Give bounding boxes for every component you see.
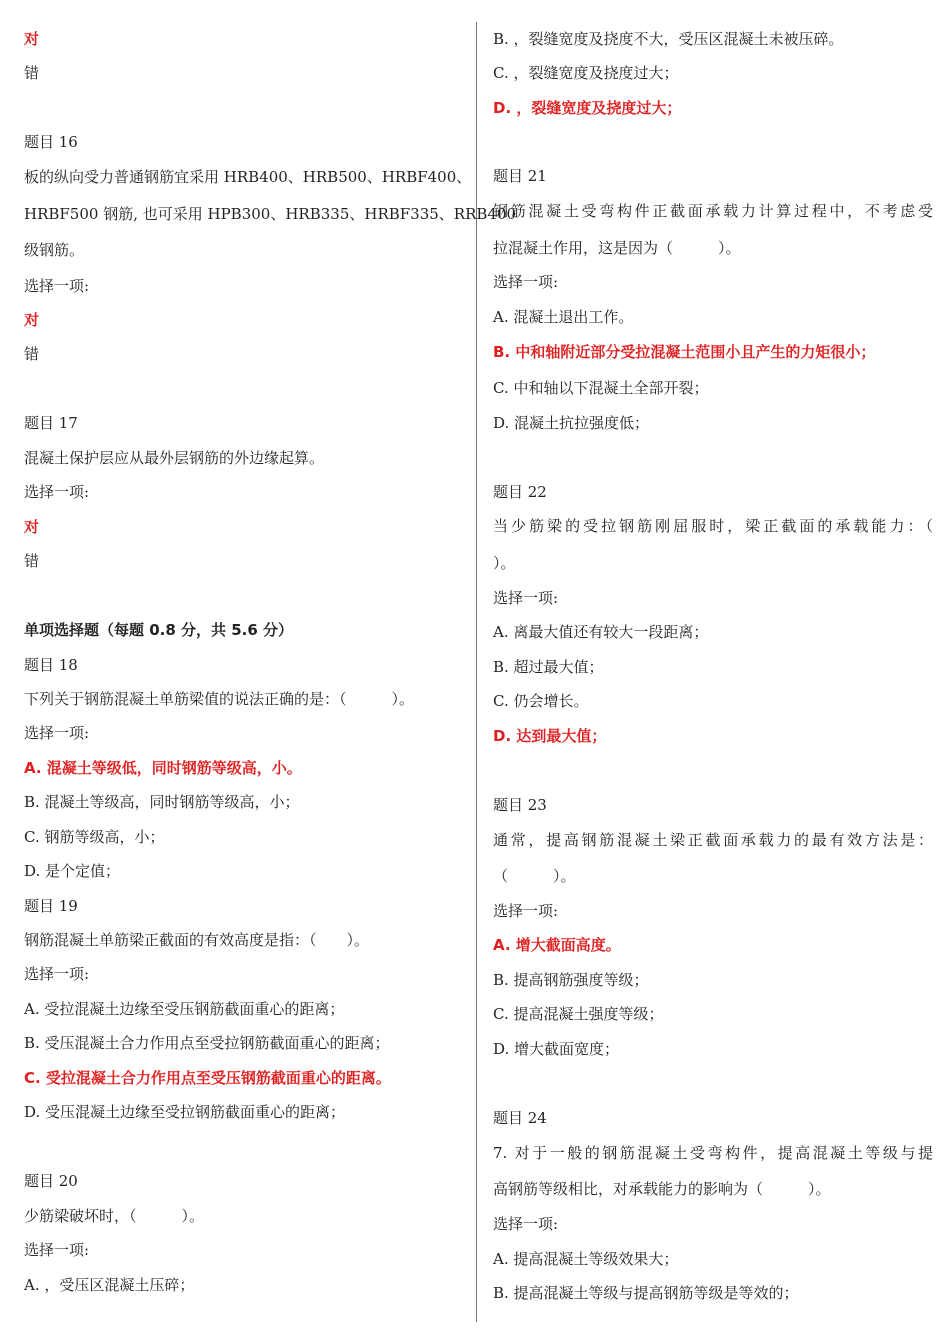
q18-option-b[interactable]: B. 混凝土等级高，同时钢筋等级高，小； xyxy=(24,793,300,811)
q15-option-true[interactable]: 对 xyxy=(24,30,40,48)
q23-option-c[interactable]: C. 提高混凝土强度等级； xyxy=(493,1005,664,1023)
q16-stem-line-3: 级钢筋。 xyxy=(24,241,85,259)
q18-stem: 下列关于钢筋混凝土单筋梁值的说法正确的是：（ ）。 xyxy=(24,690,415,708)
q23-option-d[interactable]: D. 增大截面宽度； xyxy=(493,1040,620,1058)
q24-stem-line-2: 高钢筋等级相比，对承载能力的影响为（ ）。 xyxy=(493,1180,831,1198)
q24-title: 题目 24 xyxy=(493,1109,547,1127)
q22-option-a[interactable]: A. 离最大值还有较大一段距离； xyxy=(493,623,709,641)
q21-option-b[interactable]: B. 中和轴附近部分受拉混凝土范围小且产生的力矩很小； xyxy=(493,343,876,361)
q16-stem-line-1: 板的纵向受力普通钢筋宜采用 HRB400、HRB500、HRBF400、 xyxy=(24,168,472,186)
q20-option-b[interactable]: B. ，裂缝宽度及挠度不大，受压区混凝土未被压碎。 xyxy=(493,30,844,48)
q22-prompt: 选择一项: xyxy=(493,589,559,607)
q24-option-b[interactable]: B. 提高混凝土等级与提高钢筋等级是等效的； xyxy=(493,1284,799,1302)
q17-stem: 混凝土保护层应从最外层钢筋的外边缘起算。 xyxy=(24,449,325,467)
q24-stem-line-1: 7. 对于一般的钢筋混凝土受弯构件，提高混凝土等级与提 xyxy=(493,1144,933,1162)
q16-option-true[interactable]: 对 xyxy=(24,311,40,329)
q19-stem: 钢筋混凝土单筋梁正截面的有效高度是指：（ ）。 xyxy=(24,931,370,949)
q22-stem-line-2: ）。 xyxy=(493,554,516,572)
section-heading: 单项选择题（每题 0.8 分，共 5.6 分） xyxy=(24,621,294,639)
q19-option-a[interactable]: A. 受拉混凝土边缘至受压钢筋截面重心的距离； xyxy=(24,1000,345,1018)
q16-option-false[interactable]: 错 xyxy=(24,345,40,363)
q20-stem: 少筋梁破坏时，（ ）。 xyxy=(24,1207,205,1225)
q17-prompt: 选择一项: xyxy=(24,483,90,501)
q21-stem-line-2: 拉混凝土作用，这是因为（ ）。 xyxy=(493,239,741,257)
q21-prompt: 选择一项: xyxy=(493,273,559,291)
q18-option-d[interactable]: D. 是个定值； xyxy=(24,862,121,880)
q21-option-c[interactable]: C. 中和轴以下混凝土全部开裂； xyxy=(493,379,709,397)
left-column xyxy=(24,0,517,1344)
q22-option-c[interactable]: C. 仍会增长。 xyxy=(493,692,589,710)
q19-option-c[interactable]: C. 受拉混凝土合力作用点至受压钢筋截面重心的距离。 xyxy=(24,1069,391,1087)
q22-option-b[interactable]: B. 超过最大值； xyxy=(493,658,604,676)
q20-title: 题目 20 xyxy=(24,1172,78,1190)
q21-stem-line-1: 钢筋混凝土受弯构件正截面承载力计算过程中，不考虑受 xyxy=(493,202,933,220)
q18-option-a[interactable]: A. 混凝土等级低，同时钢筋等级高，小。 xyxy=(24,759,302,777)
q17-option-false[interactable]: 错 xyxy=(24,552,40,570)
q21-title: 题目 21 xyxy=(493,167,547,185)
q19-title: 题目 19 xyxy=(24,897,78,915)
q18-title: 题目 18 xyxy=(24,656,78,674)
q17-title: 题目 17 xyxy=(24,414,78,432)
q24-option-a[interactable]: A. 提高混凝土等级效果大； xyxy=(493,1250,679,1268)
q15-option-false[interactable]: 错 xyxy=(24,64,40,82)
q22-title: 题目 22 xyxy=(493,483,547,501)
q21-option-d[interactable]: D. 混凝土抗拉强度低； xyxy=(493,414,650,432)
q20-prompt: 选择一项: xyxy=(24,1241,90,1259)
q20-option-d[interactable]: D. ，裂缝宽度及挠度过大； xyxy=(493,99,682,117)
q23-option-a[interactable]: A. 增大截面高度。 xyxy=(493,936,621,954)
q20-option-c[interactable]: C. ，裂缝宽度及挠度过大； xyxy=(493,64,679,82)
q23-prompt: 选择一项: xyxy=(493,902,559,920)
q22-option-d[interactable]: D. 达到最大值； xyxy=(493,727,607,745)
q16-title: 题目 16 xyxy=(24,133,78,151)
q17-option-true[interactable]: 对 xyxy=(24,518,40,536)
q22-stem-line-1: 当少筋梁的受拉钢筋刚屈服时，梁正截面的承载能力：（ xyxy=(493,517,933,535)
q20-option-a[interactable]: A. ，受压区混凝土压碎； xyxy=(24,1276,195,1294)
q24-prompt: 选择一项: xyxy=(493,1215,559,1233)
q23-stem-line-1: 通常，提高钢筋混凝土梁正截面承载力的最有效方法是： xyxy=(493,831,933,849)
q23-title: 题目 23 xyxy=(493,796,547,814)
right-column xyxy=(493,0,933,1344)
q16-prompt: 选择一项: xyxy=(24,277,90,295)
q19-option-d[interactable]: D. 受压混凝土边缘至受拉钢筋截面重心的距离； xyxy=(24,1103,346,1121)
q23-option-b[interactable]: B. 提高钢筋强度等级； xyxy=(493,971,649,989)
q16-stem-line-2: HRBF500 钢筋, 也可采用 HPB300、HRB335、HRBF335、RRB400 xyxy=(24,205,517,223)
q19-prompt: 选择一项: xyxy=(24,965,90,983)
q21-option-a[interactable]: A. 混凝土退出工作。 xyxy=(493,308,634,326)
q19-option-b[interactable]: B. 受压混凝土合力作用点至受拉钢筋截面重心的距离； xyxy=(24,1034,390,1052)
q23-stem-line-2: （ ）。 xyxy=(493,867,576,885)
q18-option-c[interactable]: C. 钢筋等级高，小； xyxy=(24,828,165,846)
q18-prompt: 选择一项: xyxy=(24,724,90,742)
